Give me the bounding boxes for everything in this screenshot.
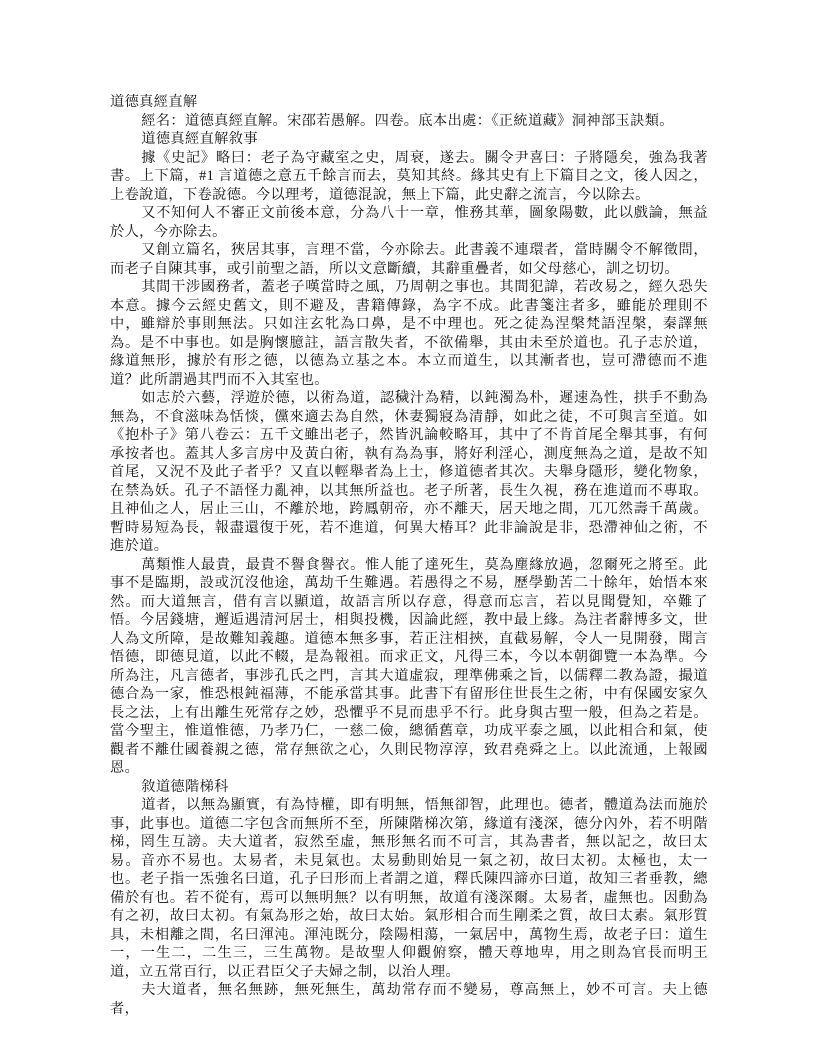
section-heading-ladder: 敘道德階梯科 [141,778,229,795]
paragraph: 道者，以無為顯實，有為恃權，即有明無，悟無卻智，此理也。德者，體道為法而施於事，此事也。道德二字包含而無所不至，所陳階梯次第，緣道有淺深，德分內外，若不明階梯，罔生互謗。夫大道者，寂然至虛，無形無名而不可言，其為書者，無以記之，故曰太易。音亦不易也。太易者，未見氣也。太易動則始見一氣之初，故曰太初。太極也，太一也。老子指一炁強名曰道，孔子曰形而上者謂之道，釋氏陳四諦亦曰道，故知三者垂教，總備於有也。若不從有，焉可以無明無？以有明無，故道有淺深爾。太易者，虛無也。因動為有之初，故曰太初。有氣為形之始，故曰太始。氣形相合而生剛柔之質，故曰太素。氣形質具，未相離之間，名曰渾沌。渾沌既分，陰陽相蕩，一氣居中，萬物生焉，故老子曰：道生一，一生二，二生三，三生萬物。是故聖人仰觀俯察，體天尊地卑，用之則為官長而明王道，立五常百行，以正君臣父子夫婦之制，以治人理。 [110,797,708,980]
edition-note: 經名：道德真經直解。宋邵若愚解。四卷。底本出處：《正統道藏》洞神部玉訣類。 [141,112,674,129]
paragraph: 如志於六藝，浮遊於德，以術為道，認穢汁為精，以鈍濁為朴，遲速為性，拱手不動為無為，不食滋味為恬惔，儻來適去為自然，休妻獨寢為清靜，如此之徒，不可與言至道。如《抱朴子》第八卷云：五千文雖出老子，然皆汎論較略耳，其中了不肯首尾全舉其事，有何承按者也。蓋其人多言房中及黃白術，執有為為事，將好利淫心，測度無為之道，是故不知首尾，又況不及此子者乎？又直以輕舉者為上士，修道德者其次。夫舉身隱形，變化物象，在禁為妖。孔子不語怪力亂神，以其無所益也。老子所著，長生久視，務在進道而不專取。且神仙之人，居止三山，不離於地，跨鳳朝帝，亦不離天，居天地之間，兀兀然壽千萬歲。暫時易短為長，報盡還復于死，若不進道，何異大椿耳？此非論說是非，恐滯神仙之術，不進於道。 [110,390,708,554]
paragraph: 又不知何人不審正文前後本意，分為八十一章，惟務其華，圖象陽數，此以戲論，無益於人，今亦除去。 [110,205,708,240]
text-block [110,93,708,1018]
section-heading-narrative: 道德真經直解敘事 [141,131,258,147]
document-title: 道德真經直解 [110,94,198,110]
paragraph: 其間干涉國務者，蓋老子嘆當時之風，乃周朝之事也。其間犯諱，若改易之，經久恐失本意。據今云經史舊文，則不避及，書籍傳錄，為字不成。此書箋注者多，雖能於理則不中，雖辯於事則無法。只如注玄牝為口鼻，是不中理也。死之徒為涅槃梵語涅槃，秦譯無為。是不中事也。如是胸懷臆註，語言散失者，不欲備舉，其由未至於道也。孔子志於道，緣道無形，據於有形之德，以德為立基之本。本立而道生，以其漸者也，豈可滯德而不進道？此所謂過其門而不入其室也。 [110,279,708,388]
paragraph: 又創立篇名，狹居其事，言理不當，今亦除去。此書義不連環者，當時關令不解徵問，而老子自陳其事，或引前聖之語，所以文意斷續，其辭重疊者，如父母慈心，訓之切切。 [110,242,708,277]
paragraph: 據《史記》略曰：老子為守藏室之史，周衰，遂去。關令尹喜曰：子將隱矣，強為我著書。上下篇，#1 言道德之意五千餘言而去，莫知其終。緣其史有上下篇目之文，後人因之，上卷說道，下卷說德。今以理考，道德混說，無上下篇，此史辭之流言，今以除去。 [110,149,708,203]
paragraph: 萬類惟人最貴，最貴不譽食譽衣。惟人能了達死生，莫為塵緣放過，忽爾死之將至。此事不是臨期，設或沉沒他途，萬劫千生難遇。若愚得之不易，歷學勤苦二十餘年，始悟本來然。而大道無言，借有言以顯道，故語言所以存意，得意而忘言，若以見聞覺知，卒難了悟。今居錢塘，邂逅遇清河居士，相與投機，因論此經，教中最上緣。為注者辭博多文，世人為文所障，是故難知義趣。道德本無多事，若正注相挾，直截易解，令人一見開發，聞言悟德，即德見道，以此不輟，是為報祖。而求正文，凡得三本，今以本朝御覽一本為準。今所為注，凡言德者，事涉孔氏之門，言其大道虛寂，理準佛乘之旨，以儒釋二教為證，撮道德合為一家，惟恐根鈍福薄，不能承當其事。此書下有留形住世長生之術，中有保國安家久長之法，上有出離生死常存之妙，恐懼乎不見而患乎不行。此身與古聖一般，但為之若是。當今聖主，惟道惟德，乃孝乃仁，一慈二儉，總循舊章，功成平泰之風，以此相合和氣，使觀者不離仕國養親之德，常存無欲之心，久則民物淳淳，致君堯舜之上。以此流通，上報國恩。 [110,556,708,776]
paragraph: 夫大道者，無名無跡，無死無生，萬劫常存而不變易，尊高無上，妙不可言。夫上德者， [110,982,708,1017]
